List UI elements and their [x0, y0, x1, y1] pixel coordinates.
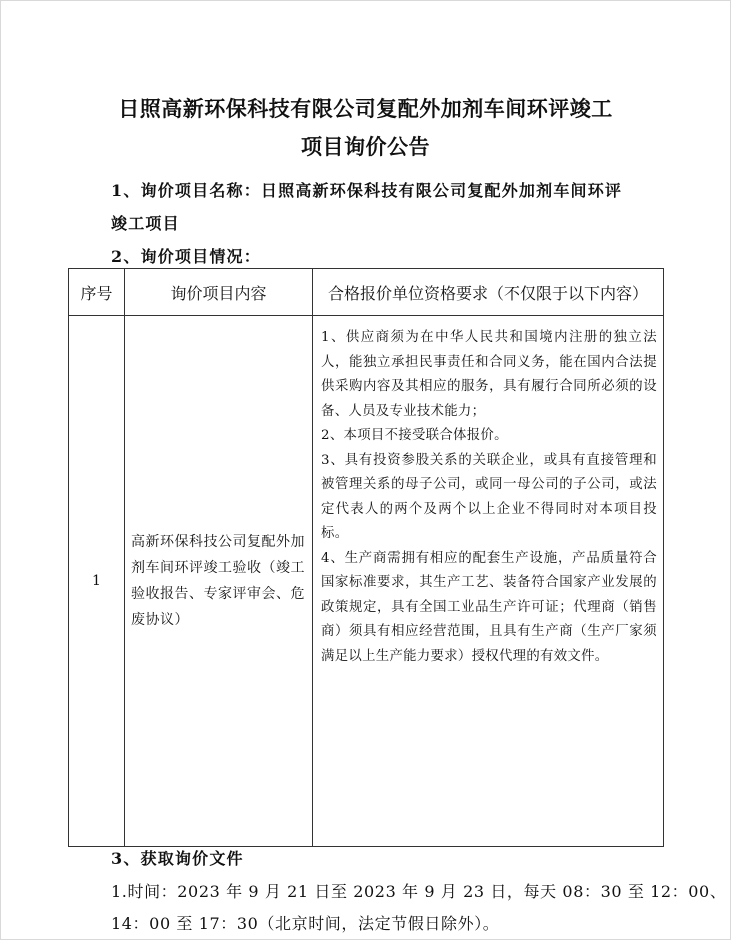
requirements-table [68, 268, 664, 847]
section-3-time-line-1: 1.时间：2023 年 9 月 21 日至 2023 年 9 月 23 日，每天 08：30 至 12：00、 [111, 882, 727, 901]
section-1-project-name: 1、询价项目名称：日照高新环保科技有限公司复配外加剂车间环评 [111, 181, 623, 200]
section-1-project-name-cont: 竣工项目 [111, 214, 180, 233]
header-no: 序号 [69, 269, 125, 316]
requirement-item: 4、生产商需拥有相应的配套生产设施，产品质量符合国家标准要求，其生产工艺、装备符合国家产业发展的政策规定，具有全国工业品生产许可证；代理商（销售商）须具有相应经营范围，且具有生产商（生产厂家须满足以上生产能力要求）授权代理的有效文件。 [321, 550, 657, 664]
row-no: 1 [69, 316, 125, 847]
requirement-item: 3、具有投资参股关系的关联企业，或具有直接管理和被管理关系的母子公司，或同一母公司的子公司，或法定代表人的两个及两个以上企业不得同时对本项目投标。 [321, 452, 657, 541]
table-row [69, 316, 664, 847]
header-content: 询价项目内容 [125, 269, 313, 316]
requirement-item: 1、供应商须为在中华人民共和国境内注册的独立法人，能独立承担民事责任和合同义务，能在国内合法提供采购内容及其相应的服务，具有履行合同所必须的设备、人员及专业技术能力； [321, 330, 657, 419]
row-content: 高新环保科技公司复配外加剂车间环评竣工验收（竣工验收报告、专家评审会、危废协议） [125, 316, 313, 847]
section-3-time-line-2: 14：00 至 17：30（北京时间，法定节假日除外）。 [111, 914, 500, 933]
row-requirements [313, 316, 664, 847]
header-requirements: 合格报价单位资格要求（不仅限于以下内容） [313, 269, 664, 316]
document-title-line-2: 项目询价公告 [301, 134, 430, 159]
table-header-row [69, 269, 664, 316]
document-title-line-1: 日照高新环保科技有限公司复配外加剂车间环评竣工 [118, 96, 613, 121]
section-2-heading: 2、询价项目情况： [111, 247, 261, 266]
section-3-heading: 3、获取询价文件 [111, 849, 244, 868]
requirement-item: 2、本项目不接受联合体报价。 [321, 428, 508, 443]
